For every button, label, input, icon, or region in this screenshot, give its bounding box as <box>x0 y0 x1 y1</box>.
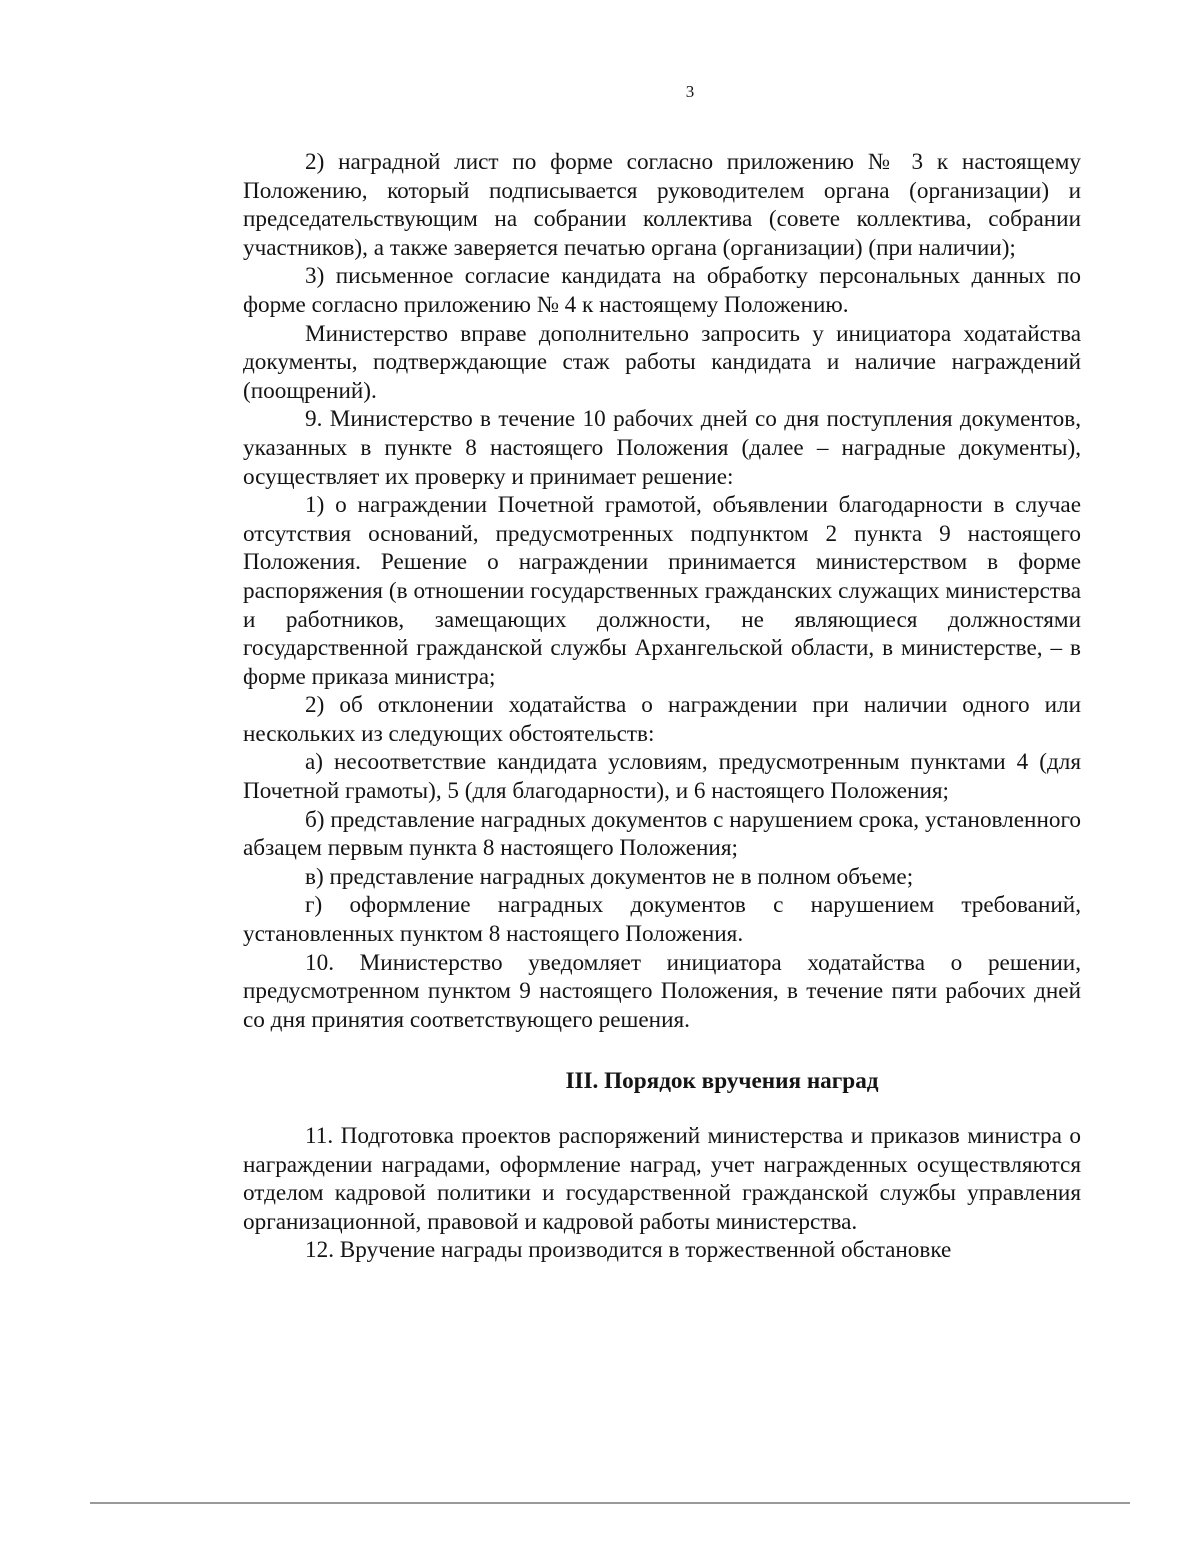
paragraph: б) представление наградных документов с нарушением срока, установленного абзацем первым пункта 8 настоящего Положения; <box>243 806 1081 862</box>
paragraph: г) оформление наградных документов с нарушением требований, установленных пунктом 8 настоящего Положения. <box>243 892 1081 948</box>
paragraph: 2) наградной лист по форме согласно приложению № 3 к настоящему Положению, который подписывается руководителем органа (организации) и председательствующим на собрании коллектива (совете коллектива, собрании участников), а также заверяется печатью органа (организации) (при наличии); <box>243 149 1081 261</box>
paragraph: 11. Подготовка проектов распоряжений министерства и приказов министра о награждении наградами, оформление наград, учет награжденных осуществляются отделом кадровой политики и государственной гражданской службы управления организационной, правовой и кадровой работы министерства. <box>243 1123 1081 1235</box>
paragraph: 12. Вручение награды производится в торжественной обстановке <box>305 1237 952 1264</box>
document-body <box>243 148 1081 1265</box>
paragraph: в) представление наградных документов не в полном объеме; <box>305 863 914 890</box>
page-number: 3 <box>685 82 695 101</box>
bottom-divider <box>90 1502 1130 1504</box>
section-heading: III. Порядок вручения наград <box>565 1068 879 1095</box>
paragraph: 2) об отклонении ходатайства о награждении при наличии одного или нескольких из следующих обстоятельств: <box>243 692 1081 747</box>
paragraph: 1) о награждении Почетной грамотой, объявлении благодарности в случае отсутствия оснований, предусмотренных подпунктом 2 пункта 9 настоящего Положения. Решение о награждении принимается министерством в форме распоряжения (в отношении государственных гражданских служащих министерства и работников, замещающих должности, не являющиеся должностями государственной гражданской службы Архангельской области, в министерстве, – в форме приказа министра; <box>243 492 1081 690</box>
paragraph: а) несоответствие кандидата условиям, предусмотренным пунктами 4 (для Почетной грамоты), 5 (для благодарности), и 6 настоящего Положения; <box>243 749 1081 805</box>
paragraph: 3) письменное согласие кандидата на обработку персональных данных по форме согласно приложению № 4 к настоящему Положению. <box>243 263 1081 318</box>
paragraph: 10. Министерство уведомляет инициатора ходатайства о решении, предусмотренном пунктом 9 настоящего Положения, в течение пяти рабочих дней со дня принятия соответствующего решения. <box>243 949 1081 1033</box>
paragraph: Министерство вправе дополнительно запросить у инициатора ходатайства документы, подтверждающие стаж работы кандидата и наличие награждений (поощрений). <box>243 320 1081 404</box>
paragraph: 9. Министерство в течение 10 рабочих дней со дня поступления документов, указанных в пункте 8 настоящего Положения (далее – наградные документы), осуществляет их проверку и принимает решение: <box>243 406 1081 490</box>
